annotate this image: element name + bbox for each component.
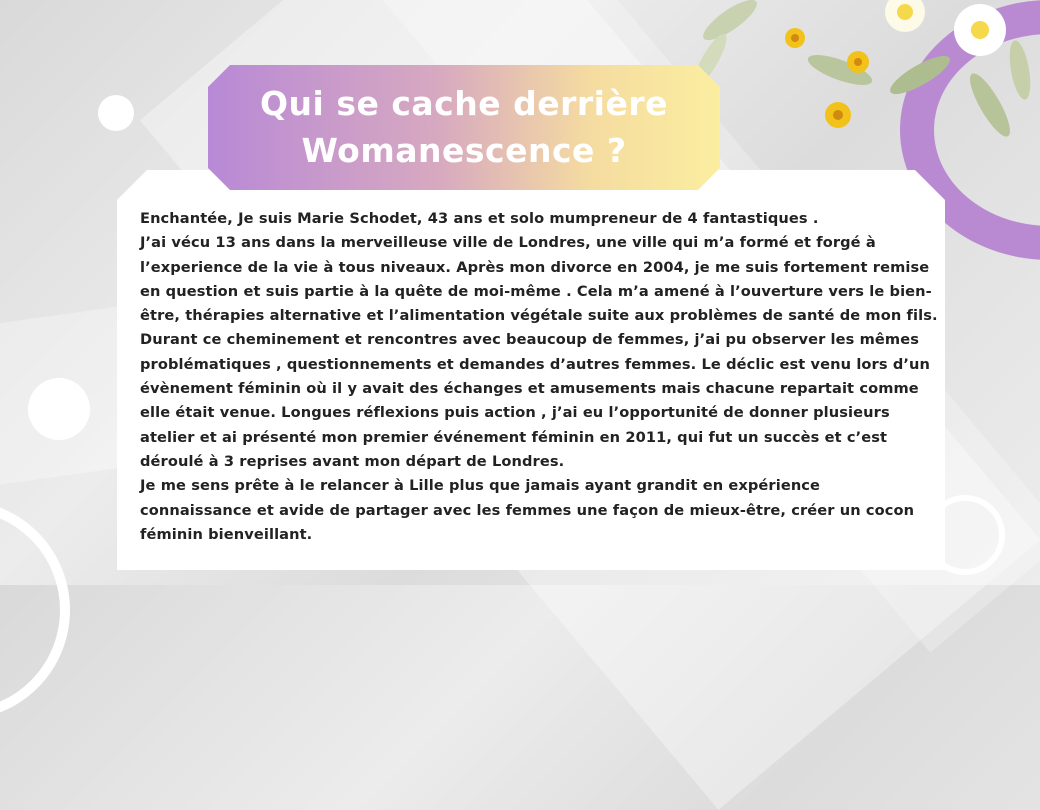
biography-text xyxy=(140,207,938,547)
text-line: l’experience de la vie à tous niveaux. Après mon divorce en 2004, je me suis fortement remise xyxy=(140,258,930,276)
white-flower xyxy=(954,4,1006,56)
decorative-ring xyxy=(0,500,70,720)
text-line: Je me sens prête à le relancer à Lille plus que jamais ayant grandit en expérience xyxy=(140,477,821,495)
flower-decoration xyxy=(690,0,1040,150)
yellow-flower xyxy=(825,102,851,128)
text-line: déroulé à 3 reprises avant mon départ de Londres. xyxy=(140,452,565,470)
text-line: elle était venue. Longues réflexions puis action , j’ai eu l’opportunité de donner plusieurs xyxy=(140,404,890,422)
text-line: J’ai vécu 13 ans dans la merveilleuse ville de Londres, une ville qui m’a formé et forgé à xyxy=(140,234,876,252)
text-line: connaissance et avide de partager avec les femmes une façon de mieux-être, créer un cocon xyxy=(140,501,915,519)
title-line: Qui se cache derrière xyxy=(259,84,668,123)
text-line: Durant ce cheminement et rencontres avec beaucoup de femmes, j’ai pu observer les mêmes xyxy=(140,331,920,349)
yellow-flower xyxy=(847,51,869,73)
page-title xyxy=(208,80,720,174)
text-line: problématiques , questionnements et demandes d’autres femmes. Le déclic est venu lors d’un xyxy=(140,355,930,373)
yellow-flower xyxy=(785,28,805,48)
decorative-dot xyxy=(98,95,134,131)
decorative-dot xyxy=(28,378,90,440)
text-line: atelier et ai présenté mon premier événement féminin en 2011, qui fut un succès et c’est xyxy=(140,428,888,446)
text-line: Enchantée, Je suis Marie Schodet, 43 ans et solo mumpreneur de 4 fantastiques . xyxy=(140,210,819,227)
text-line: être, thérapies alternative et l’alimentation végétale suite aux problèmes de santé de mon fils. xyxy=(140,307,938,325)
text-line: évènement féminin où il y avait des échanges et amusements mais chacune repartait comme xyxy=(140,380,919,398)
text-line: en question et suis partie à la quête de moi-même . Cela m’a amené à l’ouverture vers le bien- xyxy=(140,282,932,300)
text-line: féminin bienveillant. xyxy=(140,525,313,543)
title-line: Womanescence ? xyxy=(301,131,627,170)
white-flower xyxy=(885,0,925,32)
